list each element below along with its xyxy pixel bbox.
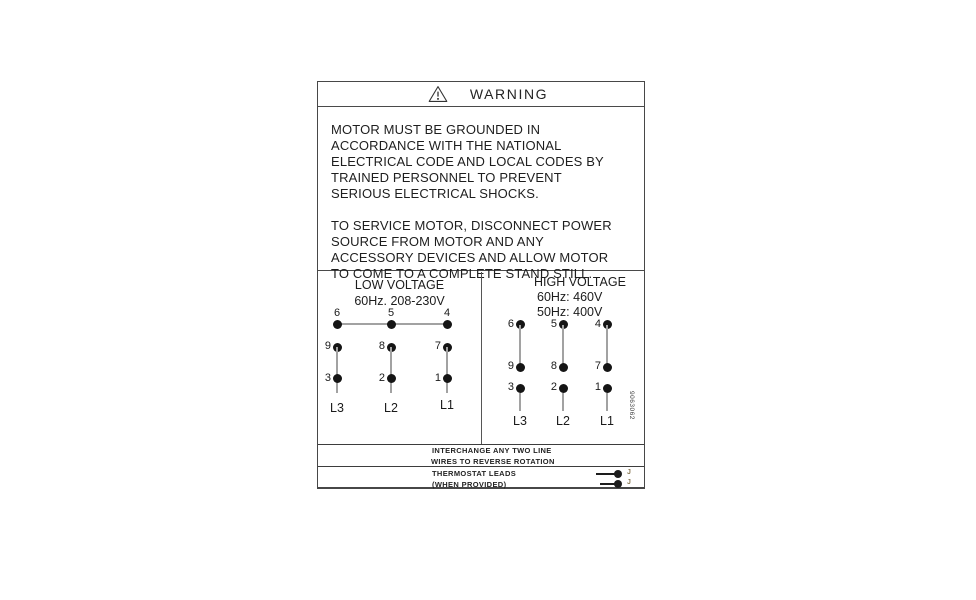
terminal-dot-hv-1 bbox=[603, 384, 612, 393]
thermostat-lead-label-2: J bbox=[627, 479, 631, 486]
terminal-label-lv-5: 5 bbox=[387, 307, 395, 319]
wire-line-hv-6-9 bbox=[519, 325, 521, 367]
terminal-label-hv-2: 2 bbox=[550, 381, 557, 393]
rotation-note-line1: INTERCHANGE ANY TWO LINE bbox=[432, 446, 552, 455]
terminal-label-hv-6: 6 bbox=[507, 318, 514, 330]
thermostat-note-line2: (WHEN PROVIDED) bbox=[432, 480, 507, 489]
wire-line-lv-8-2 bbox=[390, 347, 392, 393]
terminal-label-lv-6: 6 bbox=[333, 307, 341, 319]
line-label-hv-l1: L1 bbox=[600, 414, 614, 428]
terminal-dot-hv-3 bbox=[516, 384, 525, 393]
warning-title: WARNING bbox=[469, 86, 549, 102]
wire-line-hv-5-8 bbox=[562, 325, 564, 367]
terminal-label-hv-9: 9 bbox=[507, 360, 514, 372]
terminal-dot-lv-6 bbox=[333, 320, 342, 329]
terminal-label-hv-3: 3 bbox=[507, 381, 514, 393]
motor-warning-label bbox=[317, 81, 645, 489]
terminal-dot-hv-2 bbox=[559, 384, 568, 393]
thermostat-lead-label-1: J bbox=[627, 469, 631, 476]
terminal-label-hv-5: 5 bbox=[550, 318, 557, 330]
service-warning-paragraph: TO SERVICE MOTOR, DISCONNECT POWER SOURCE FROM MOTOR AND ANY ACCESSORY DEVICES AND ALLOW MOTOR TO COME TO A COMPLETE STAND STILL. bbox=[331, 218, 612, 281]
terminal-label-lv-2: 2 bbox=[378, 372, 385, 384]
terminal-label-lv-3: 3 bbox=[324, 372, 331, 384]
thermostat-lead-line-1 bbox=[596, 473, 615, 475]
thermostat-lead-dot-1 bbox=[614, 470, 622, 478]
terminal-label-hv-4: 4 bbox=[594, 318, 601, 330]
low-voltage-subtitle: 60Hz. 208-230V bbox=[354, 294, 445, 308]
grounding-warning-paragraph: MOTOR MUST BE GROUNDED IN ACCORDANCE WITH THE NATIONAL ELECTRICAL CODE AND LOCAL CODES BY TRAINED PERSONNEL TO PREVENT SERIOUS ELECTRICAL SHOCKS. bbox=[331, 122, 604, 201]
wire-line-hv-3-l3 bbox=[519, 393, 521, 411]
low-voltage-title: LOW VOLTAGE bbox=[354, 278, 445, 292]
line-label-lv-l1: L1 bbox=[440, 398, 454, 412]
terminal-dot-hv-7 bbox=[603, 363, 612, 372]
terminal-dot-lv-3 bbox=[333, 374, 342, 383]
warning-text-section bbox=[318, 108, 644, 281]
terminal-label-lv-9: 9 bbox=[324, 340, 331, 352]
part-number: 9063062 bbox=[628, 391, 635, 420]
terminal-label-hv-8: 8 bbox=[550, 360, 557, 372]
line-label-hv-l2: L2 bbox=[556, 414, 570, 428]
high-voltage-subtitle-60hz: 60Hz: 460V bbox=[537, 290, 603, 304]
terminal-label-lv-4: 4 bbox=[443, 307, 451, 319]
warning-header bbox=[318, 82, 644, 107]
warning-triangle-icon bbox=[428, 85, 448, 103]
terminal-label-hv-1: 1 bbox=[594, 381, 601, 393]
wire-line-hv-2-l2 bbox=[562, 393, 564, 411]
terminal-label-lv-8: 8 bbox=[378, 340, 385, 352]
wire-line-lv-9-3 bbox=[336, 347, 338, 393]
thermostat-lead-line-2 bbox=[600, 483, 615, 485]
high-voltage-subtitle-50hz: 50Hz: 400V bbox=[537, 305, 603, 319]
terminal-dot-hv-8 bbox=[559, 363, 568, 372]
wire-line-hv-4-7 bbox=[606, 325, 608, 367]
line-label-hv-l3: L3 bbox=[513, 414, 527, 428]
line-label-lv-l2: L2 bbox=[384, 401, 398, 415]
terminal-dot-lv-5 bbox=[387, 320, 396, 329]
wire-line-hv-1-l1 bbox=[606, 393, 608, 411]
terminal-label-lv-7: 7 bbox=[434, 340, 441, 352]
terminal-dot-lv-1 bbox=[443, 374, 452, 383]
terminal-dot-hv-9 bbox=[516, 363, 525, 372]
terminal-label-lv-1: 1 bbox=[434, 372, 441, 384]
wire-line-lv-7-1 bbox=[446, 347, 448, 393]
thermostat-lead-dot-2 bbox=[614, 480, 622, 488]
thermostat-note-line1: THERMOSTAT LEADS bbox=[432, 469, 517, 478]
terminal-dot-lv-2 bbox=[387, 374, 396, 383]
line-label-lv-l3: L3 bbox=[330, 401, 344, 415]
rotation-note-line2: WIRES TO REVERSE ROTATION bbox=[431, 457, 555, 466]
terminal-dot-lv-4 bbox=[443, 320, 452, 329]
terminal-label-hv-7: 7 bbox=[594, 360, 601, 372]
high-voltage-title: HIGH VOLTAGE bbox=[534, 275, 626, 289]
